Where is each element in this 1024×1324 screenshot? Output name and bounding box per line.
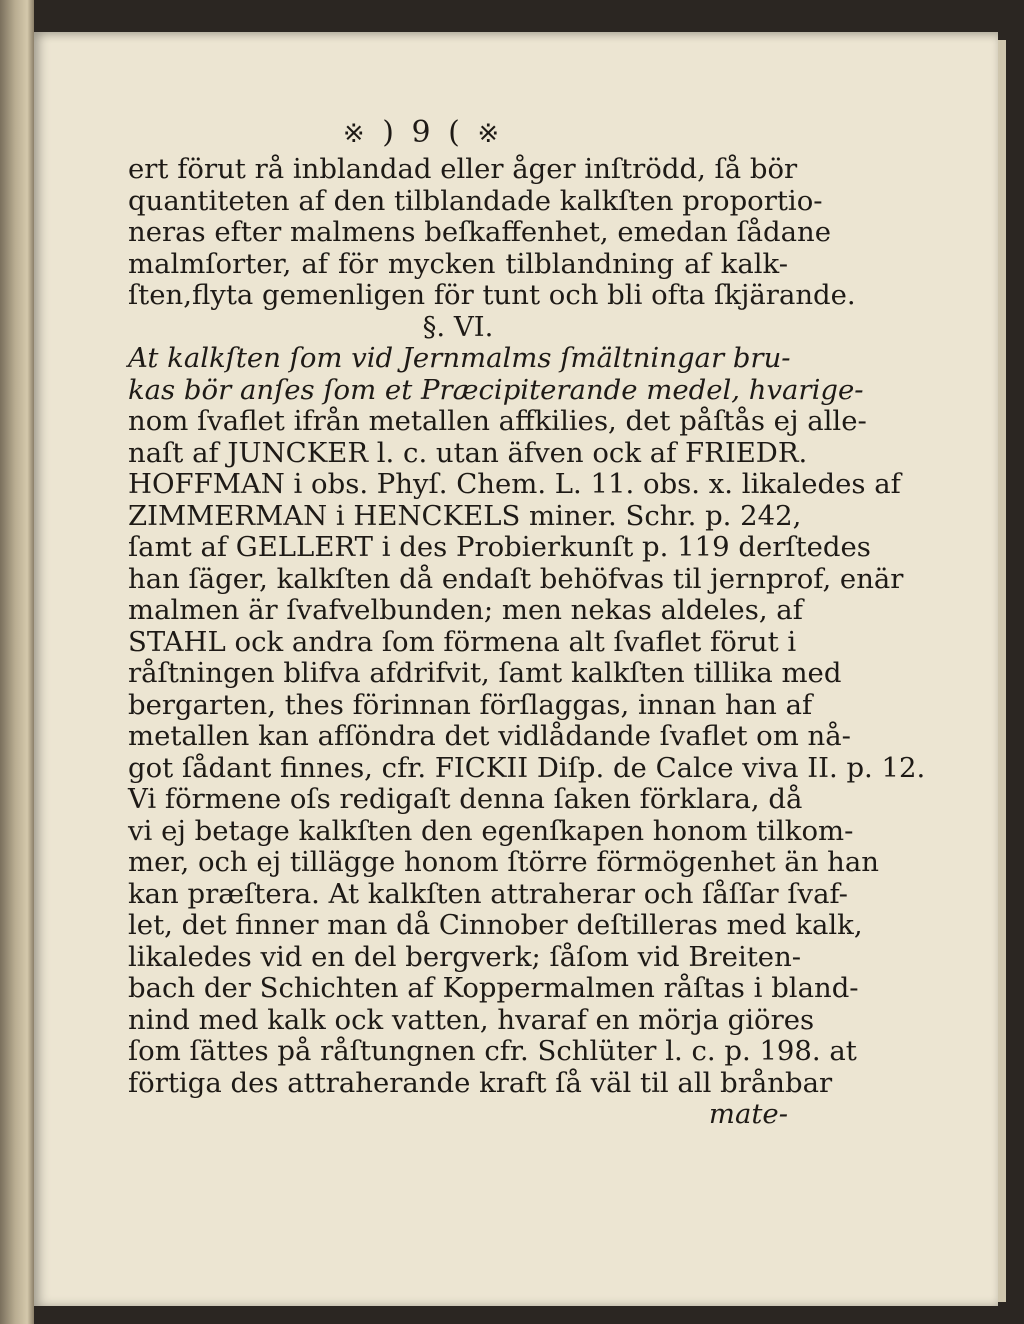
text-line: got ſådant finnes, cfr. FICKII Diſp. de Calce viva II. p. 12. (128, 751, 926, 784)
text-line: likaledes vid en del bergverk; ſåſom vid Breiten- (128, 940, 802, 973)
text-line: nind med kalk ock vatten, hvaraf en mörja giöres (128, 1003, 815, 1036)
page-fore-edge (998, 40, 1006, 1302)
text-line: HOFFMAN i obs. Phyſ. Chem. L. 11. obs. x. likaledes af (128, 468, 901, 500)
text-line: let, det finner man då Cinnober deſtilleras med kalk, (128, 909, 863, 941)
text-line: ſten,flyta gemenligen för tunt och bli ofta ſkjärande. (128, 279, 856, 311)
facing-page-edge (0, 0, 34, 1324)
text-line: mer, och ej tillägge honom ſtörre förmögenhet än han (128, 846, 879, 878)
ornament-right-icon: ※ (477, 119, 504, 149)
text-line: vi ej betage kalkſten den egenſkapen honom tilkom- (128, 814, 854, 847)
text-line: metallen kan afſöndra det vidlådande ſvaflet om nå- (128, 720, 851, 752)
text-line: bergarten, thes förinnan förſlaggas, innan han af (128, 688, 813, 721)
text-line: ZIMMERMAN i HENCKELS miner. Schr. p. 242, (128, 499, 802, 532)
text-line: Vi förmene oſs redigaſt denna ſaken förklara, då (128, 783, 803, 815)
text-line: STAHL ock andra ſom förmena alt ſvaflet förut i (128, 625, 797, 658)
text-line: malmen är ſvafvelbunden; men nekas aldeles, af (128, 594, 803, 626)
text-line: naſt af JUNCKER l. c. utan äfven ock af FRIEDR. (128, 436, 808, 469)
text-line: quantiteten af den tilblandade kalkſten proportio- (128, 184, 823, 217)
section-heading: §. VI. (422, 310, 494, 343)
text-line: neras efter malmens beſkaffenhet, emedan ſådane (128, 216, 832, 248)
text-line: ſom ſättes på råſtungnen cfr. Schlüter l. c. p. 198. at (128, 1035, 857, 1067)
text-line: bach der Schichten af Koppermalmen råſtas i bland- (128, 972, 859, 1004)
running-header (58, 112, 788, 154)
text-line: kan præſtera. At kalkſten attraherar och ſåſſar ſvaf- (128, 877, 848, 910)
catchword: mate- (708, 1098, 788, 1130)
text-line: han ſäger, kalkſten då endaſt behöfvas til jernprof, enär (128, 562, 904, 595)
page-text (128, 112, 926, 1131)
text-line: At kalkſten ſom vid Jernmalms ſmältningar bru- (128, 342, 791, 374)
text-line: nom ſvaflet ifrån metallen affkilies, det påſtås ej alle- (128, 405, 867, 437)
text-line: förtiga des attraherande kraft ſå väl til all brånbar (128, 1066, 833, 1099)
text-line: ſamt af GELLERT i des Probierkunſt p. 119 derſtedes (128, 531, 871, 563)
page-number: ) 9 ( (382, 115, 464, 150)
text-line: malmſorter, af för mycken tilblandning af kalk- (128, 247, 788, 280)
ornament-left-icon: ※ (342, 119, 369, 149)
text-line: råſtningen blifva afdrifvit, ſamt kalkſten tillika med (128, 657, 842, 689)
text-line: ert förut rå inblandad eller åger inſtrödd, ſå bör (128, 153, 798, 185)
text-line: kas bör anſes ſom et Præcipiterande medel, hvarige- (128, 373, 864, 406)
